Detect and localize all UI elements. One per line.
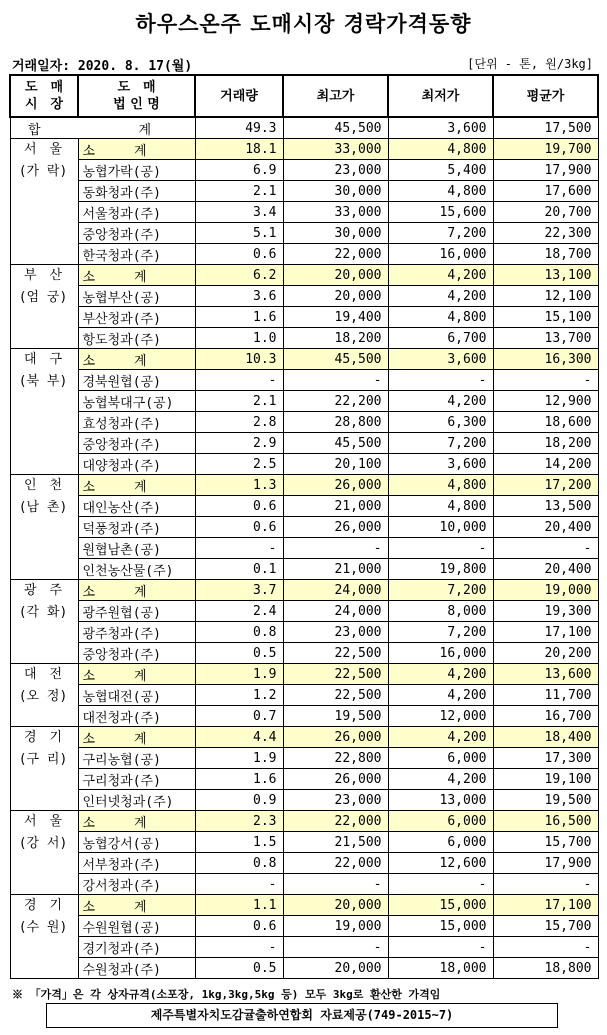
max-price-cell: 45,500 [283,349,388,370]
volume-cell: 1.0 [195,328,283,349]
max-price-cell: 22,500 [283,664,388,685]
min-price-cell: 4,800 [388,307,493,328]
min-price-cell: 3,600 [388,454,493,475]
market-district: (오 정) [18,689,68,704]
price-table [9,74,599,979]
table-row [10,202,598,223]
min-price-cell: 3,600 [388,349,493,370]
max-price-cell: 21,000 [283,559,388,580]
corp-name: 농협강서(공) [78,832,195,853]
corp-name: 수원원협(공) [78,916,195,937]
avg-price-cell: 13,100 [493,265,598,286]
volume-cell: 2.9 [195,433,283,454]
avg-price-cell: 13,600 [493,664,598,685]
corp-name: 원협남촌(공) [78,538,195,559]
avg-price-cell: 17,600 [493,181,598,202]
volume-cell: 0.6 [195,244,283,265]
volume-cell: 1.9 [195,748,283,769]
volume-cell: - [195,937,283,958]
max-price-cell: - [283,937,388,958]
corp-name: 소 계 [78,349,195,370]
corp-name: 구리농협(공) [78,748,195,769]
max-price-cell: 20,000 [283,958,388,979]
volume-cell: 18.1 [195,139,283,160]
table-row [10,370,598,391]
corp-name: 농협가락(공) [78,160,195,181]
corp-name: 소 계 [78,895,195,916]
avg-price-cell: 18,800 [493,958,598,979]
corp-name: 동화청과(주) [78,181,195,202]
table-row [10,286,598,307]
total-label: 합 계 [10,117,195,139]
min-price-cell: 12,000 [388,706,493,727]
subtotal-row [10,811,598,832]
table-row [10,601,598,622]
avg-price-cell: 13,500 [493,496,598,517]
trade-date: 거래일자: 2020. 8. 17(월) [12,59,193,74]
min-price-cell: 7,200 [388,223,493,244]
min-price-cell: 13,000 [388,790,493,811]
min-price-cell: 10,000 [388,517,493,538]
volume-cell: 1.2 [195,685,283,706]
volume-cell: 1.3 [195,475,283,496]
avg-price-cell: - [493,538,598,559]
max-price-cell: 22,000 [283,811,388,832]
subtotal-row [10,664,598,685]
min-price-cell: 15,600 [388,202,493,223]
corp-name: 중앙청과(주) [78,643,195,664]
min-price-cell: 5,400 [388,160,493,181]
volume-cell: 0.7 [195,706,283,727]
min-price-cell: 4,200 [388,265,493,286]
table-row [10,706,598,727]
min-price-cell: 4,800 [388,139,493,160]
header-corp: 도 매 법 인 명 [78,75,195,117]
min-price-cell: 4,200 [388,685,493,706]
avg-price-cell: 17,100 [493,895,598,916]
header-max: 최고가 [283,75,388,117]
avg-price-cell: 17,900 [493,853,598,874]
corp-name: 한국청과(주) [78,244,195,265]
avg-price-cell: 11,700 [493,685,598,706]
avg-price-cell: 16,700 [493,706,598,727]
max-price-cell: 26,000 [283,769,388,790]
min-price-cell: 16,000 [388,244,493,265]
min-price-cell: 16,000 [388,643,493,664]
market-city: 대 전 [23,667,63,682]
min-price-cell: 7,200 [388,622,493,643]
market-city: 서 울 [23,814,63,829]
market-name [10,895,78,979]
avg-price-cell: 15,700 [493,916,598,937]
market-city: 대 구 [23,352,63,367]
corp-name: 부산청과(주) [78,307,195,328]
table-row [10,622,598,643]
max-price-cell: 28,800 [283,412,388,433]
max-price-cell: 33,000 [283,139,388,160]
table-row [10,454,598,475]
avg-price-cell: 15,700 [493,832,598,853]
subtotal-row [10,475,598,496]
min-price-cell: 7,200 [388,580,493,601]
volume-cell: 2.8 [195,412,283,433]
volume-cell: 4.4 [195,727,283,748]
market-name [10,475,78,580]
market-name [10,139,78,265]
table-row [10,937,598,958]
volume-cell: 0.5 [195,643,283,664]
min-price-cell: 4,200 [388,769,493,790]
corp-name: 서부청과(주) [78,853,195,874]
min-price-cell: 4,800 [388,475,493,496]
max-price-cell: 30,000 [283,223,388,244]
corp-name: 중앙청과(주) [78,223,195,244]
min-price-cell: - [388,538,493,559]
max-price-cell: - [283,538,388,559]
market-district: (북 부) [18,374,68,389]
max-price-cell: 20,100 [283,454,388,475]
market-district: (수 원) [18,920,68,935]
corp-name: 농협부산(공) [78,286,195,307]
corp-name: 경북원협(공) [78,370,195,391]
min-price-cell: 4,200 [388,664,493,685]
avg-price-cell: 19,300 [493,601,598,622]
table-row [10,496,598,517]
table-row [10,748,598,769]
table-row [10,244,598,265]
max-price-cell: 20,000 [283,895,388,916]
volume-cell: 1.9 [195,664,283,685]
avg-price-cell: 15,100 [493,307,598,328]
min-price-cell: 6,000 [388,748,493,769]
volume-cell: 0.6 [195,517,283,538]
max-price-cell: 30,000 [283,181,388,202]
table-row [10,685,598,706]
volume-cell: - [195,538,283,559]
volume-cell: 0.8 [195,853,283,874]
table-row [10,874,598,895]
corp-name: 소 계 [78,475,195,496]
avg-price-cell: 22,300 [493,223,598,244]
corp-name: 대전청과(주) [78,706,195,727]
avg-price-cell: 19,000 [493,580,598,601]
min-price-cell: 18,000 [388,958,493,979]
volume-cell: 2.5 [195,454,283,475]
market-name [10,727,78,811]
min-price-cell: 8,000 [388,601,493,622]
max-price-cell: - [283,874,388,895]
table-row [10,307,598,328]
header-volume: 거래량 [195,75,283,117]
volume-cell: 0.1 [195,559,283,580]
corp-name: 수원청과(주) [78,958,195,979]
max-price-cell: 23,000 [283,160,388,181]
footnote: ※ 「가격」은 각 상자규격(소포장, 1kg,3kg,5kg 등) 모두 3kg로 환산한 가격임 [12,988,441,1001]
market-city: 경 기 [23,730,63,745]
avg-price-cell: 14,200 [493,454,598,475]
avg-price-cell: 19,500 [493,790,598,811]
volume-cell: 0.6 [195,496,283,517]
subtotal-row [10,580,598,601]
table-row [10,790,598,811]
max-price-cell: 23,000 [283,790,388,811]
table-row [10,958,598,979]
avg-price-cell: 18,700 [493,244,598,265]
volume-cell: 2.1 [195,181,283,202]
table-row [10,832,598,853]
corp-name: 중앙청과(주) [78,433,195,454]
avg-price-cell: 18,200 [493,433,598,454]
avg-price-cell: 12,100 [493,286,598,307]
corp-name: 인천농산물(주) [78,559,195,580]
volume-cell: 3.6 [195,286,283,307]
volume-cell: 6.2 [195,265,283,286]
corp-name: 소 계 [78,265,195,286]
min-price-cell: 15,000 [388,895,493,916]
max-price-cell: 23,000 [283,622,388,643]
max-price-cell: 45,500 [283,433,388,454]
subtotal-row [10,139,598,160]
max-price-cell: 21,000 [283,496,388,517]
subtotal-row [10,349,598,370]
max-price-cell: 24,000 [283,601,388,622]
corp-name: 덕풍청과(주) [78,517,195,538]
volume-cell: 0.8 [195,622,283,643]
corp-name: 대양청과(주) [78,454,195,475]
volume-cell: 2.1 [195,391,283,412]
market-city: 경 기 [23,898,63,913]
corp-name: 소 계 [78,139,195,160]
min-price-cell: 6,000 [388,811,493,832]
avg-price-cell: 20,200 [493,643,598,664]
max-price-cell: 22,500 [283,643,388,664]
volume-cell: 1.6 [195,769,283,790]
max-price-cell: 19,000 [283,916,388,937]
avg-price-cell: - [493,370,598,391]
corp-name: 소 계 [78,580,195,601]
min-price-cell: 15,000 [388,916,493,937]
table-row [10,916,598,937]
market-city: 서 울 [23,142,63,157]
max-price-cell: 22,500 [283,685,388,706]
max-price-cell: 19,400 [283,307,388,328]
header-row [10,75,598,117]
min-price-cell: 4,200 [388,391,493,412]
max-price-cell: 22,800 [283,748,388,769]
avg-price-cell: 18,600 [493,412,598,433]
total-max: 45,500 [283,117,388,139]
corp-name: 광주원협(공) [78,601,195,622]
market-district: (각 화) [18,605,68,620]
table-row [10,181,598,202]
volume-cell: 0.9 [195,790,283,811]
min-price-cell: - [388,937,493,958]
max-price-cell: 22,200 [283,391,388,412]
min-price-cell: 4,200 [388,286,493,307]
min-price-cell: 7,200 [388,433,493,454]
min-price-cell: - [388,874,493,895]
market-name [10,811,78,895]
avg-price-cell: 16,300 [493,349,598,370]
max-price-cell: 33,000 [283,202,388,223]
max-price-cell: 21,500 [283,832,388,853]
volume-cell: 2.4 [195,601,283,622]
volume-cell: - [195,370,283,391]
corp-name: 구리청과(주) [78,769,195,790]
avg-price-cell: 16,500 [493,811,598,832]
corp-name: 항도청과(주) [78,328,195,349]
market-name [10,349,78,475]
market-district: (강 서) [18,836,68,851]
market-district: (구 리) [18,752,68,767]
table-row [10,517,598,538]
header-avg: 평균가 [493,75,598,117]
max-price-cell: 24,000 [283,580,388,601]
max-price-cell: 22,000 [283,244,388,265]
total-row [10,117,598,139]
table-row [10,328,598,349]
corp-name: 소 계 [78,664,195,685]
min-price-cell: - [388,370,493,391]
table-row [10,160,598,181]
market-city: 광 주 [23,583,63,598]
header-market: 도 매 시 장 [10,75,78,117]
volume-cell: 5.1 [195,223,283,244]
volume-cell: 1.6 [195,307,283,328]
min-price-cell: 12,600 [388,853,493,874]
corp-name: 강서청과(주) [78,874,195,895]
avg-price-cell: 20,400 [493,517,598,538]
avg-price-cell: 19,700 [493,139,598,160]
table-row [10,412,598,433]
max-price-cell: 19,500 [283,706,388,727]
max-price-cell: 22,000 [283,853,388,874]
volume-cell: 3.4 [195,202,283,223]
corp-name: 농협대전(공) [78,685,195,706]
market-district: (남 촌) [18,500,68,515]
corp-name: 농협북대구(공) [78,391,195,412]
volume-cell: 0.5 [195,958,283,979]
corp-name: 서울청과(주) [78,202,195,223]
max-price-cell: 18,200 [283,328,388,349]
table-row [10,391,598,412]
market-city: 부 산 [23,268,63,283]
table-row [10,223,598,244]
subtotal-row [10,265,598,286]
market-district: (가 락) [18,164,68,179]
avg-price-cell: 20,700 [493,202,598,223]
max-price-cell: 26,000 [283,517,388,538]
market-name [10,580,78,664]
table-row [10,559,598,580]
corp-name: 대인농산(주) [78,496,195,517]
volume-cell: 1.5 [195,832,283,853]
max-price-cell: 26,000 [283,727,388,748]
min-price-cell: 4,800 [388,181,493,202]
total-avg: 17,500 [493,117,598,139]
volume-cell: - [195,874,283,895]
min-price-cell: 6,000 [388,832,493,853]
corp-name: 소 계 [78,727,195,748]
avg-price-cell: 19,100 [493,769,598,790]
avg-price-cell: 17,900 [493,160,598,181]
market-name [10,664,78,727]
avg-price-cell: 13,700 [493,328,598,349]
volume-cell: 0.6 [195,916,283,937]
avg-price-cell: 17,300 [493,748,598,769]
min-price-cell: 6,700 [388,328,493,349]
min-price-cell: 6,300 [388,412,493,433]
market-name [10,265,78,349]
avg-price-cell: - [493,874,598,895]
volume-cell: 6.9 [195,160,283,181]
page-title: 하우스온주 도매시장 경락가격동향 [135,12,472,36]
avg-price-cell: 12,900 [493,391,598,412]
avg-price-cell: - [493,937,598,958]
corp-name: 인터넷청과(주) [78,790,195,811]
max-price-cell: - [283,370,388,391]
market-city: 인 천 [23,478,63,493]
min-price-cell: 4,200 [388,727,493,748]
header-min: 최저가 [388,75,493,117]
market-district: (엄 궁) [18,290,68,305]
avg-price-cell: 17,200 [493,475,598,496]
table-row [10,433,598,454]
table-row [10,643,598,664]
subtotal-row [10,727,598,748]
corp-name: 경기청과(주) [78,937,195,958]
min-price-cell: 4,800 [388,496,493,517]
avg-price-cell: 20,400 [493,559,598,580]
table-row [10,538,598,559]
total-min: 3,600 [388,117,493,139]
avg-price-cell: 17,100 [493,622,598,643]
avg-price-cell: 18,400 [493,727,598,748]
table-row [10,769,598,790]
max-price-cell: 26,000 [283,475,388,496]
total-volume: 49.3 [195,117,283,139]
corp-name: 효성청과(주) [78,412,195,433]
volume-cell: 2.3 [195,811,283,832]
subtotal-row [10,895,598,916]
max-price-cell: 20,000 [283,265,388,286]
table-row [10,853,598,874]
corp-name: 소 계 [78,811,195,832]
volume-cell: 3.7 [195,580,283,601]
corp-name: 광주청과(주) [78,622,195,643]
min-price-cell: 19,800 [388,559,493,580]
volume-cell: 10.3 [195,349,283,370]
max-price-cell: 20,000 [283,286,388,307]
volume-cell: 1.1 [195,895,283,916]
source-box: 제주특별자치도감귤출하연합회 자료제공(749-2015~7) [46,1003,558,1028]
unit-label: [단위 - 톤, 원/3kg] [467,57,593,71]
